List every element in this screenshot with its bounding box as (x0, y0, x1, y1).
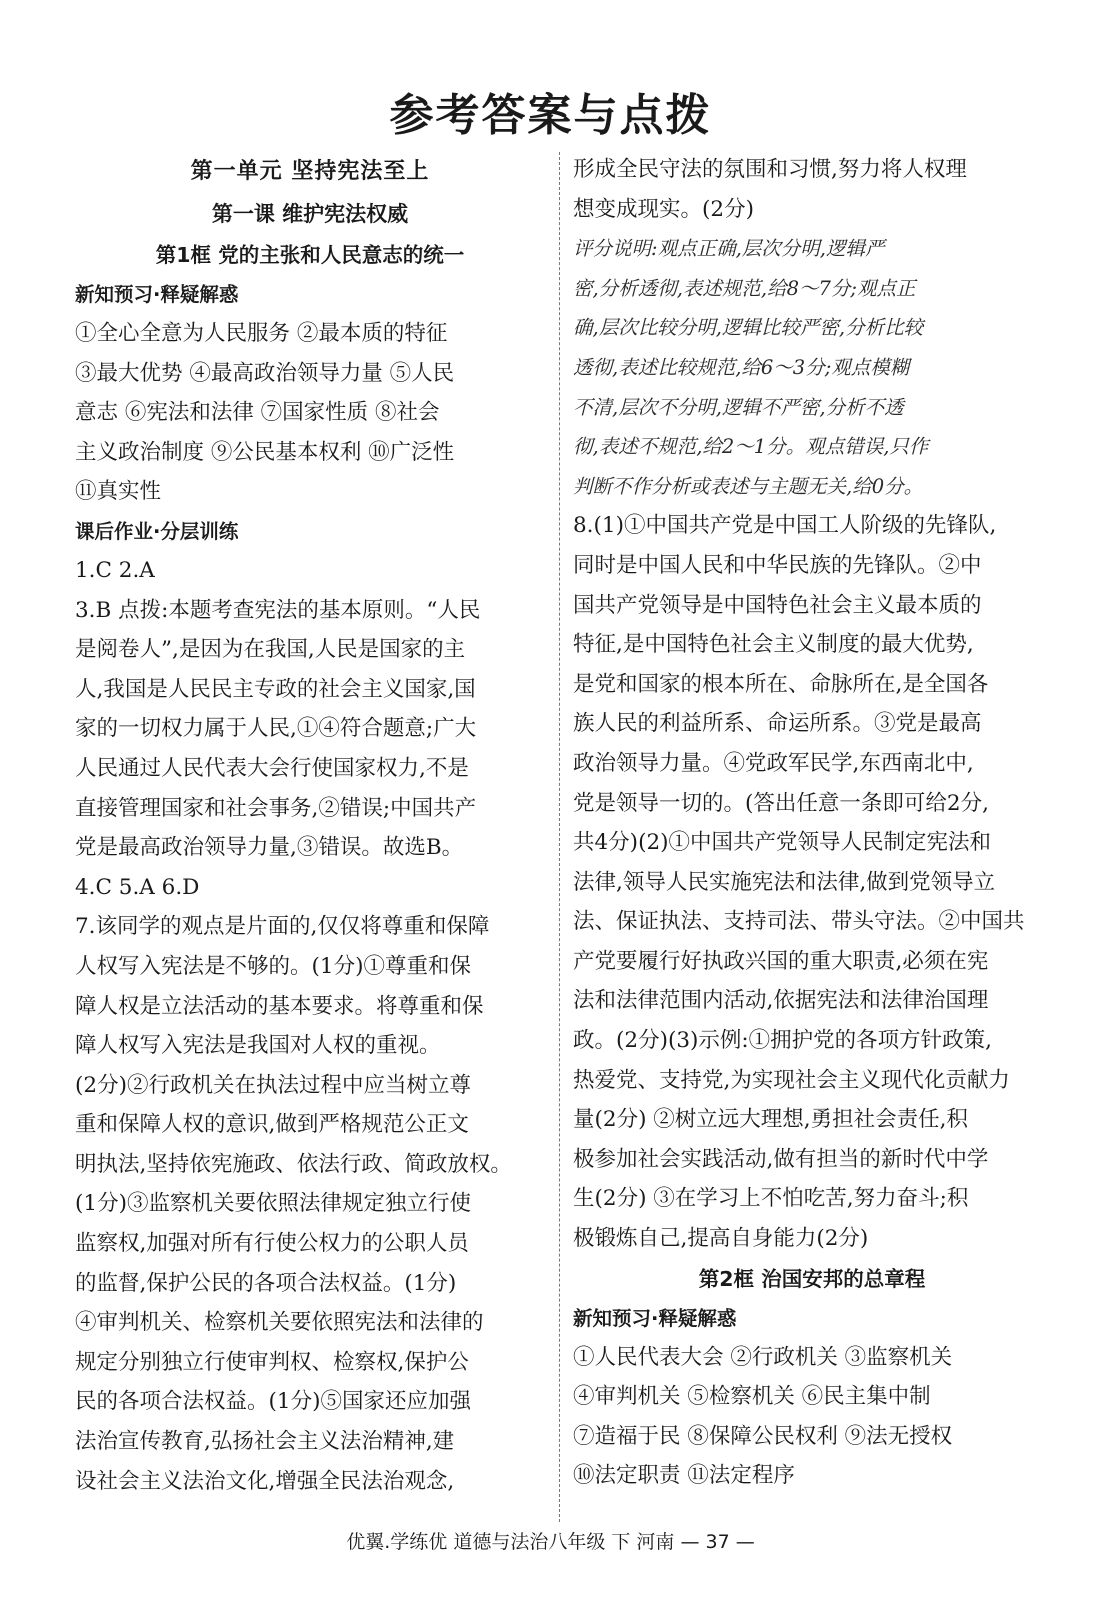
left-column (75, 150, 545, 1501)
text-line: 法、保证执法、支持司法、带头守法。②中国共 (573, 909, 1025, 935)
text-line: 特征,是中国特色社会主义制度的最大优势, (573, 632, 974, 658)
note-line: 评分说明:观点正确,层次分明,逻辑严 (573, 237, 885, 261)
text-line: 党是最高政治领导力量,③错误。故选B。 (75, 835, 464, 861)
text-line: 3.B 点拨:本题考查宪法的基本原则。“人民 (75, 597, 481, 623)
text-line: 量(2分) ②树立远大理想,勇担社会责任,积 (573, 1107, 968, 1133)
text-line: 是党和国家的根本所在、命脉所在,是全国各 (573, 671, 989, 697)
text-line: 重和保障人权的意识,做到严格规范公正文 (75, 1112, 469, 1138)
text-line: 障人权写入宪法是我国对人权的重视。 (75, 1033, 441, 1059)
text-line: 1.C 2.A (75, 557, 155, 583)
scoring-note (573, 229, 1051, 506)
text-line: ⑪真实性 (75, 479, 162, 505)
text-line: 是阅卷人”,是因为在我国,人民是国家的主 (75, 637, 466, 663)
text-line: ⑩法定职责 ⑪法定程序 (573, 1463, 795, 1489)
note-line: 确,层次比较分明,逻辑比较严密,分析比较 (573, 316, 924, 340)
text-line: 7.该同学的观点是片面的,仅仅将尊重和保障 (75, 914, 490, 940)
text-line: 人,我国是人民民主专政的社会主义国家,国 (75, 676, 476, 702)
text-line: (1分)③监察机关要依照法律规定独立行使 (75, 1191, 471, 1217)
homework-answers (75, 551, 545, 1501)
page-footer: 优翼.学练优 道德与法治八年级 下 河南 — 37 — (346, 1531, 755, 1553)
text-line: 生(2分) ③在学习上不怕吃苦,努力奋斗;积 (573, 1186, 969, 1212)
text-line: ③最大优势 ④最高政治领导力量 ⑤人民 (75, 360, 455, 386)
column-divider (559, 152, 560, 1522)
text-line: 明执法,坚持依宪施政、依法行政、简政放权。 (75, 1151, 512, 1177)
text-line: 共4分)(2)①中国共产党领导人民制定宪法和 (573, 830, 992, 856)
lesson-heading: 第一课 维护宪法权威 (211, 202, 409, 226)
frame-heading-1: 第1框 党的主张和人民意志的统一 (155, 243, 465, 267)
text-line: 主义政治制度 ⑨公民基本权利 ⑩广泛性 (75, 439, 455, 465)
text-line: 形成全民守法的氛围和习惯,努力将人权理 (573, 157, 967, 182)
text-line: 的监督,保护公民的各项合法权益。(1分) (75, 1270, 457, 1296)
text-line: 意志 ⑥宪法和法律 ⑦国家性质 ⑧社会 (75, 400, 440, 426)
text-line: 障人权是立法活动的基本要求。将尊重和保 (75, 993, 484, 1019)
note-line: 透彻,表述比较规范,给6～3分;观点模糊 (573, 355, 910, 379)
text-line: ⑦造福于民 ⑧保障公民权利 ⑨法无授权 (573, 1423, 953, 1449)
preview-answers (75, 314, 545, 512)
text-line: 极锻炼自己,提高自身能力(2分) (573, 1226, 869, 1252)
text-line: 法和法律范围内活动,依据宪法和法律治国理 (573, 988, 989, 1014)
question-8-answer (573, 506, 1051, 1258)
text-line: 族人民的利益所系、命运所系。③党是最高 (573, 711, 982, 737)
text-line: 8.(1)①中国共产党是中国工人阶级的先锋队, (573, 513, 997, 539)
text-line: 4.C 5.A 6.D (75, 874, 200, 900)
text-line: 法治宣传教育,弘扬社会主义法治精神,建 (75, 1429, 455, 1455)
note-line: 不清,层次不分明,逻辑不严密,分析不透 (573, 395, 904, 419)
text-line: 规定分别独立行使审判权、检察权,保护公 (75, 1349, 469, 1375)
text-line: 设社会主义法治文化,增强全民法治观念, (75, 1468, 455, 1494)
text-line: 监察权,加强对所有行使公权力的公职人员 (75, 1231, 469, 1257)
note-line: 密,分析透彻,表述规范,给8～7分;观点正 (573, 276, 916, 300)
text-line: 同时是中国人民和中华民族的先锋队。②中 (573, 552, 982, 578)
unit-heading: 第一单元 坚持宪法至上 (190, 159, 430, 184)
text-line: 国共产党领导是中国特色社会主义最本质的 (573, 592, 982, 618)
section-heading-preview-2: 新知预习·释疑解惑 (573, 1306, 737, 1330)
section-heading-homework: 课后作业·分层训练 (75, 519, 239, 543)
text-line: ①人民代表大会 ②行政机关 ③监察机关 (573, 1344, 953, 1370)
note-line: 判断不作分析或表述与主题无关,给0分。 (573, 474, 924, 498)
page-title: 参考答案与点拨 (389, 90, 712, 141)
frame-heading-2: 第2框 治国安邦的总章程 (698, 1266, 926, 1291)
text-line: ④审判机关 ⑤检察机关 ⑥民主集中制 (573, 1384, 931, 1410)
text-line: ①全心全意为人民服务 ②最本质的特征 (75, 321, 448, 346)
text-line: (2分)②行政机关在执法过程中应当树立尊 (75, 1072, 471, 1098)
text-line: 家的一切权力属于人民,①④符合题意;广大 (75, 716, 477, 742)
text-line: 想变成现实。(2分) (573, 196, 754, 222)
preview-answers-2 (573, 1338, 1051, 1496)
text-line: 法律,领导人民实施宪法和法律,做到党领导立 (573, 869, 996, 895)
text-line: 民的各项合法权益。(1分)⑤国家还应加强 (75, 1389, 471, 1415)
text-line: 产党要履行好执政兴国的重大职责,必须在宪 (573, 948, 989, 974)
text-line: 人民通过人民代表大会行使国家权力,不是 (75, 755, 469, 781)
right-column (573, 150, 1051, 1496)
text-line: ④审判机关、检察机关要依照宪法和法律的 (75, 1310, 484, 1336)
note-line: 彻,表述不规范,给2～1分。观点错误,只作 (573, 435, 929, 459)
text-line: 党是领导一切的。(答出任意一条即可给2分, (573, 790, 989, 816)
text-line: 直接管理国家和社会事务,②错误;中国共产 (75, 795, 477, 821)
text-line: 热爱党、支持党,为实现社会主义现代化贡献力 (573, 1067, 1010, 1093)
text-line: 人权写入宪法是不够的。(1分)①尊重和保 (75, 953, 471, 979)
text-line: 政。(2分)(3)示例:①拥护党的各项方针政策, (573, 1028, 992, 1054)
text-line: 政治领导力量。④党政军民学,东西南北中, (573, 750, 974, 776)
section-heading-preview: 新知预习·释疑解惑 (75, 283, 239, 306)
text-line: 极参加社会实践活动,做有担当的新时代中学 (573, 1146, 989, 1172)
